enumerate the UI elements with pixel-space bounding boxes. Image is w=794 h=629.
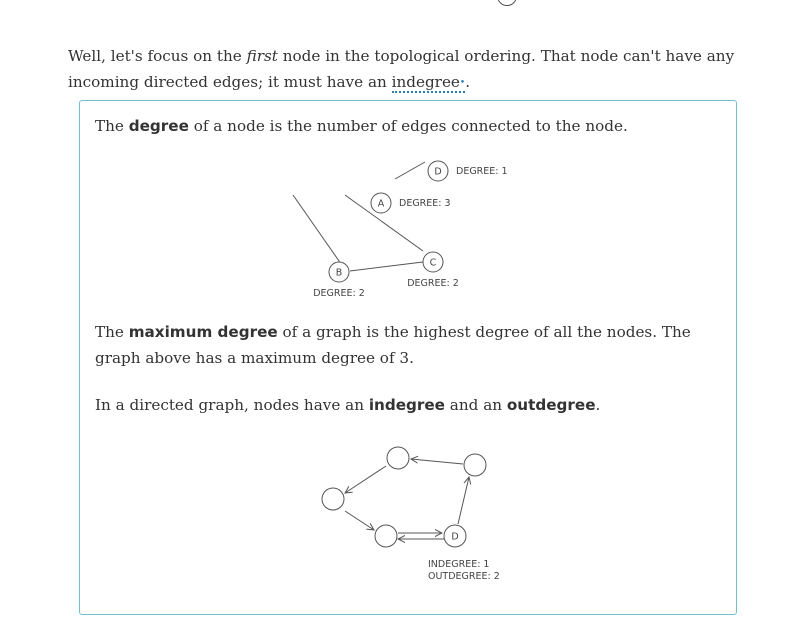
intro-emphasis: first — [246, 47, 278, 65]
intro-text-2: node in the topological ordering. That node can't have any incoming directed edges; it must have an — [68, 47, 735, 91]
max-degree-term: maximum degree — [128, 323, 278, 341]
node-b-degree-label: DEGREE: 2 — [313, 288, 365, 299]
indegree-term: indegree — [368, 396, 445, 414]
node-d-directed-label: D — [451, 531, 459, 543]
node-c-degree-label: DEGREE: 2 — [407, 278, 459, 289]
intro-text-1: Well, let's focus on the — [68, 47, 247, 65]
node-left — [322, 488, 344, 510]
definition-callout — [79, 100, 737, 615]
node-c-label: C — [429, 257, 437, 269]
degree-term: degree — [128, 117, 189, 135]
max-degree-text-2: of a graph is the highest degree of all the nodes. The graph above has a maximum degree of 3. — [95, 323, 691, 367]
indegree-term-text: indegree — [391, 73, 460, 91]
max-degree-text-1: The — [95, 323, 129, 341]
edge-d-to-right — [458, 477, 469, 524]
node-d-label: D — [434, 166, 442, 178]
term-marker-icon: • — [459, 78, 466, 88]
node-d-outdegree-label: OUTDEGREE: 2 — [428, 571, 500, 582]
degree-def-text-2: of a node is the number of edges connected to the node. — [188, 117, 628, 135]
degree-def-text-1: The — [95, 117, 129, 135]
intro-paragraph — [68, 43, 758, 96]
node-top — [387, 447, 409, 469]
partial-node-circle — [497, 0, 517, 6]
node-d-degree-label: DEGREE: 1 — [456, 166, 508, 177]
node-b-label: B — [335, 267, 343, 279]
node-right — [464, 454, 486, 476]
directed-degree-graph — [80, 101, 738, 616]
outdegree-term: outdegree — [506, 396, 596, 414]
node-a-degree-label: DEGREE: 3 — [399, 198, 451, 209]
edge-top-to-left — [345, 466, 386, 493]
intro-text-3: . — [465, 73, 471, 91]
directed-text-2: and an — [444, 396, 507, 414]
indegree-term-link[interactable] — [392, 73, 466, 93]
node-bottom — [375, 525, 397, 547]
directed-text-1: In a directed graph, nodes have an — [95, 396, 369, 414]
edge-right-to-top — [411, 459, 463, 464]
edge-left-to-bottom — [345, 511, 374, 530]
directed-text-3: . — [595, 396, 601, 414]
node-d-indegree-label: INDEGREE: 1 — [428, 559, 490, 570]
node-a-label: A — [377, 198, 385, 210]
